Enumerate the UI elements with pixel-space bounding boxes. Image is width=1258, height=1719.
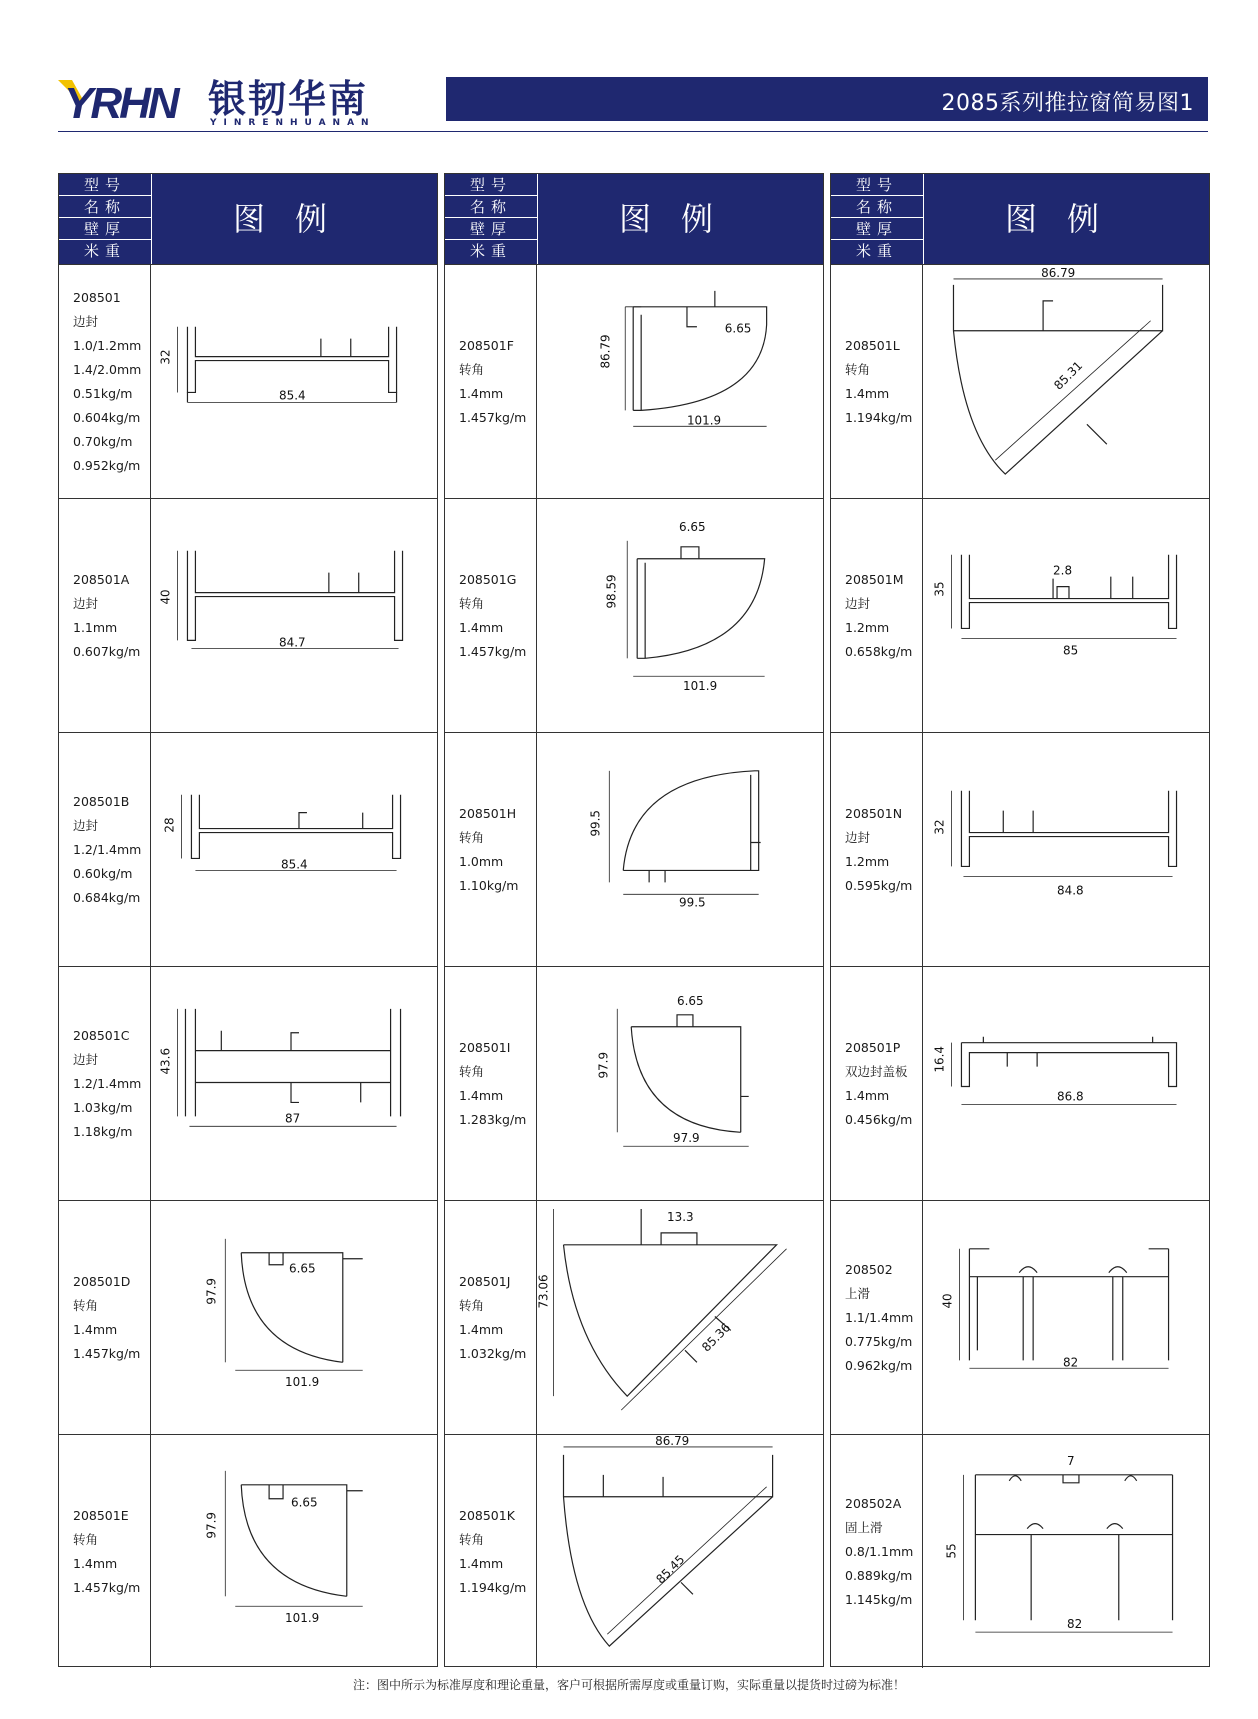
profile-drawing <box>923 499 1209 732</box>
dimension-label: 35 <box>932 581 947 597</box>
profile-info <box>831 733 923 966</box>
profile-spec: 1.10kg/m <box>459 877 519 893</box>
profile-spec: 0.684kg/m <box>73 889 141 905</box>
profile-name: 上滑 <box>845 1285 871 1301</box>
dimension-label: 87 <box>285 1111 301 1126</box>
dimension-label: 85.4 <box>279 388 306 403</box>
header-legend: 图例 <box>1004 200 1129 238</box>
profile-name: 转角 <box>73 1297 99 1313</box>
profile-spec: 0.60kg/m <box>73 865 133 881</box>
dimension-label: 101.9 <box>285 1611 320 1626</box>
dimension-label: 101.9 <box>285 1375 320 1390</box>
table-column-1 <box>58 173 438 1667</box>
profile-info <box>831 967 923 1200</box>
profile-model: 208501A <box>73 571 130 587</box>
profile-spec: 0.456kg/m <box>845 1111 913 1127</box>
header-legend: 图例 <box>618 200 743 238</box>
profile-drawing <box>923 1201 1209 1434</box>
header-label-weight: 米重 <box>83 242 126 260</box>
header-label-name: 名称 <box>831 196 923 218</box>
profile-spec: 0.607kg/m <box>73 643 141 659</box>
profile-name: 固上滑 <box>845 1519 883 1535</box>
profile-spec: 1.03kg/m <box>73 1099 133 1115</box>
profile-name: 边封 <box>73 595 99 611</box>
profile-row <box>445 264 823 498</box>
profile-drawing <box>537 499 823 732</box>
profile-info <box>445 265 537 498</box>
dimension-label: 97.9 <box>204 1277 219 1305</box>
profile-info <box>831 1201 923 1434</box>
profile-spec: 1.194kg/m <box>459 1579 527 1595</box>
profile-spec: 1.4mm <box>459 1087 504 1103</box>
dimension-label: 101.9 <box>682 679 718 694</box>
profile-name: 双边封盖板 <box>845 1063 908 1079</box>
profile-spec: 1.18kg/m <box>73 1123 133 1139</box>
profile-spec: 1.4mm <box>459 1555 504 1571</box>
profile-model: 208501I <box>459 1039 511 1055</box>
dimension-label: 7 <box>1066 1453 1075 1468</box>
profile-spec: 1.2mm <box>845 853 890 869</box>
profile-model: 208501N <box>845 805 903 821</box>
dimension-label: 43.6 <box>158 1047 173 1075</box>
profile-spec: 1.194kg/m <box>845 409 913 425</box>
footnote: 注：图中所示为标准厚度和理论重量，客户可根据所需厚度或重量订购，实际重量以提货时过磅为标准！ <box>352 1678 905 1692</box>
table-column-3 <box>830 173 1210 1667</box>
profile-spec: 0.775kg/m <box>845 1333 913 1349</box>
profile-model: 208502A <box>845 1495 902 1511</box>
profile-spec: 0.658kg/m <box>845 643 913 659</box>
dimension-label: 101.9 <box>686 413 722 428</box>
profile-info <box>59 1201 151 1434</box>
profile-spec: 1.032kg/m <box>459 1345 527 1361</box>
profile-name: 边封 <box>73 817 99 833</box>
profile-drawing <box>151 1435 437 1668</box>
column-header <box>59 174 437 264</box>
profile-row <box>445 498 823 732</box>
logo-cn-text: 银韧华南 <box>208 77 369 121</box>
profile-spec: 1.0/1.2mm <box>73 337 142 353</box>
table-column-2 <box>444 173 824 1667</box>
dimension-label: 86.79 <box>1041 265 1076 280</box>
profile-info <box>831 1435 923 1668</box>
profile-model: 208501K <box>459 1507 515 1523</box>
dimension-label: 32 <box>158 349 173 365</box>
profile-spec: 1.457kg/m <box>73 1345 141 1361</box>
profile-row <box>59 498 437 732</box>
dimension-label: 82 <box>1066 1617 1083 1632</box>
profile-name: 边封 <box>845 829 871 845</box>
profile-row <box>831 1434 1209 1668</box>
profile-model: 208501 <box>73 289 121 305</box>
header-label-thickness: 壁厚 <box>445 218 537 240</box>
profile-info <box>59 1435 151 1668</box>
dimension-label: 97.9 <box>596 1051 611 1079</box>
profile-name: 边封 <box>845 595 871 611</box>
profile-spec: 1.4mm <box>459 385 504 401</box>
profile-name: 转角 <box>845 361 871 377</box>
profile-info <box>445 499 537 732</box>
dimension-label: 6.65 <box>724 321 752 336</box>
dimension-label: 6.65 <box>679 519 706 534</box>
profile-spec: 1.2/1.4mm <box>73 1075 142 1091</box>
column-header <box>445 174 823 264</box>
profile-info <box>445 1435 537 1668</box>
profile-spec: 0.70kg/m <box>73 433 133 449</box>
profile-spec: 1.4mm <box>73 1321 118 1337</box>
profile-drawing <box>151 499 437 732</box>
dimension-label: 97.9 <box>673 1131 700 1146</box>
profile-spec: 1.1/1.4mm <box>845 1309 914 1325</box>
profile-model: 208501G <box>459 571 517 587</box>
profile-spec: 1.457kg/m <box>459 409 527 425</box>
profile-info <box>59 499 151 732</box>
profile-info <box>831 265 923 498</box>
profile-spec: 1.145kg/m <box>845 1591 913 1607</box>
profile-spec: 1.4/2.0mm <box>73 361 142 377</box>
dimension-label: 86.79 <box>598 334 613 369</box>
header-label-name: 名称 <box>59 196 151 218</box>
dimension-label: 86.79 <box>655 1435 690 1448</box>
profile-drawing <box>151 967 437 1200</box>
dimension-label: 28 <box>162 817 177 833</box>
dimension-label: 85.4 <box>281 857 308 872</box>
profile-drawing <box>923 265 1209 498</box>
dimension-label: 6.65 <box>291 1495 318 1510</box>
profile-model: 208501B <box>73 793 130 809</box>
profile-info <box>59 967 151 1200</box>
profile-spec: 0.962kg/m <box>845 1357 913 1373</box>
profile-drawing <box>151 1201 437 1434</box>
column-header <box>831 174 1209 264</box>
profile-name: 边封 <box>73 313 99 329</box>
header-rule <box>58 131 1208 132</box>
profile-model: 208501E <box>73 1507 129 1523</box>
dimension-label: 40 <box>158 589 173 605</box>
profile-name: 边封 <box>73 1051 99 1067</box>
profile-name: 转角 <box>459 1297 485 1313</box>
profile-model: 208502 <box>845 1261 893 1277</box>
profile-spec: 1.1mm <box>73 619 118 635</box>
header-label-thickness: 壁厚 <box>831 218 923 240</box>
profile-model: 208501F <box>459 337 514 353</box>
profile-spec: 0.8/1.1mm <box>845 1543 914 1559</box>
header-label-model: 型号 <box>445 174 537 196</box>
profile-info <box>59 265 151 498</box>
profile-row <box>59 1200 437 1434</box>
profile-row <box>59 966 437 1200</box>
dimension-label: 32 <box>932 819 947 835</box>
profile-model: 208501M <box>845 571 904 587</box>
profile-spec: 1.0mm <box>459 853 504 869</box>
profile-spec: 0.595kg/m <box>845 877 913 893</box>
profile-spec: 0.51kg/m <box>73 385 133 401</box>
logo-en-text: YINRENHUANAN <box>210 118 376 126</box>
profile-spec: 0.604kg/m <box>73 409 141 425</box>
profile-row <box>831 732 1209 966</box>
profile-drawing <box>923 1435 1209 1668</box>
dimension-label: 55 <box>944 1543 959 1559</box>
dimension-label: 40 <box>940 1293 955 1309</box>
dimension-label: 84.7 <box>279 635 306 650</box>
profile-spec: 1.4mm <box>845 385 890 401</box>
profile-row <box>59 264 437 498</box>
header-label-thickness: 壁厚 <box>59 218 151 240</box>
profile-name: 转角 <box>459 1531 485 1547</box>
dimension-label: 97.9 <box>204 1511 219 1539</box>
profile-info <box>445 967 537 1200</box>
dimension-label: 2.8 <box>1053 563 1073 578</box>
dimension-label: 85 <box>1063 643 1079 658</box>
header-label-model: 型号 <box>831 174 923 196</box>
profile-spec: 0.889kg/m <box>845 1567 913 1583</box>
profile-row <box>831 966 1209 1200</box>
profile-spec: 1.283kg/m <box>459 1111 527 1127</box>
header-label-name: 名称 <box>445 196 537 218</box>
dimension-label: 99.5 <box>588 809 603 837</box>
profile-name: 转角 <box>459 829 485 845</box>
profile-row <box>59 1434 437 1668</box>
dimension-label: 6.65 <box>289 1261 316 1276</box>
header-label-model: 型号 <box>59 174 151 196</box>
profile-info <box>59 733 151 966</box>
profile-name: 转角 <box>459 1063 485 1079</box>
profile-spec: 0.952kg/m <box>73 457 141 473</box>
profile-spec: 1.4mm <box>73 1555 118 1571</box>
profile-info <box>445 733 537 966</box>
profile-drawing <box>537 1201 823 1434</box>
profile-name: 转角 <box>459 361 485 377</box>
dimension-label: 84.8 <box>1057 883 1084 898</box>
profile-spec: 1.457kg/m <box>459 643 527 659</box>
profile-drawing <box>537 733 823 966</box>
profile-row <box>831 1200 1209 1434</box>
profile-spec: 1.2/1.4mm <box>73 841 142 857</box>
dimension-label: 73.06 <box>537 1274 551 1309</box>
dimension-label: 16.4 <box>932 1045 947 1073</box>
title-bar <box>446 77 1208 121</box>
profile-drawing <box>537 1435 823 1668</box>
profile-model: 208501P <box>845 1039 901 1055</box>
profile-drawing <box>923 967 1209 1200</box>
header-label-weight: 米重 <box>469 242 512 260</box>
profile-row <box>445 732 823 966</box>
profile-model: 208501C <box>73 1027 130 1043</box>
dimension-label: 82 <box>1063 1355 1079 1370</box>
profile-spec: 1.4mm <box>459 619 504 635</box>
profile-row <box>445 1434 823 1668</box>
profile-row <box>831 498 1209 732</box>
header-label-weight: 米重 <box>855 242 898 260</box>
profile-model: 208501J <box>459 1273 511 1289</box>
profile-name: 转角 <box>73 1531 99 1547</box>
profile-row <box>831 264 1209 498</box>
profile-drawing <box>537 265 823 498</box>
page-title: 2085系列推拉窗简易图1 <box>941 91 1194 116</box>
profile-drawing <box>151 733 437 966</box>
dimension-label: 86.8 <box>1057 1089 1084 1104</box>
header-legend: 图例 <box>232 200 357 238</box>
profile-spec: 1.457kg/m <box>73 1579 141 1595</box>
dimension-label: 6.65 <box>677 993 704 1008</box>
dimension-label: 85.31 <box>1051 358 1086 393</box>
profile-row <box>445 1200 823 1434</box>
profile-drawing <box>537 967 823 1200</box>
profile-row <box>445 966 823 1200</box>
logo-mark-text: YRHN <box>64 79 177 126</box>
dimension-label: 98.59 <box>604 574 619 609</box>
profile-spec: 1.4mm <box>459 1321 504 1337</box>
profile-model: 208501D <box>73 1273 131 1289</box>
dimension-label: 13.3 <box>667 1209 694 1224</box>
profile-drawing <box>923 733 1209 966</box>
profile-model: 208501L <box>845 337 900 353</box>
yinren-huanan-logo <box>58 76 428 126</box>
profile-spec: 1.4mm <box>845 1087 890 1103</box>
dimension-label: 99.5 <box>679 895 706 910</box>
dimension-label: 85.36 <box>699 1320 734 1355</box>
profile-name: 转角 <box>459 595 485 611</box>
profile-spec: 1.2mm <box>845 619 890 635</box>
profile-info <box>831 499 923 732</box>
profile-model: 208501H <box>459 805 517 821</box>
dimension-label: 85.45 <box>653 1552 688 1587</box>
profile-row <box>59 732 437 966</box>
profile-info <box>445 1201 537 1434</box>
profile-drawing <box>151 265 437 498</box>
